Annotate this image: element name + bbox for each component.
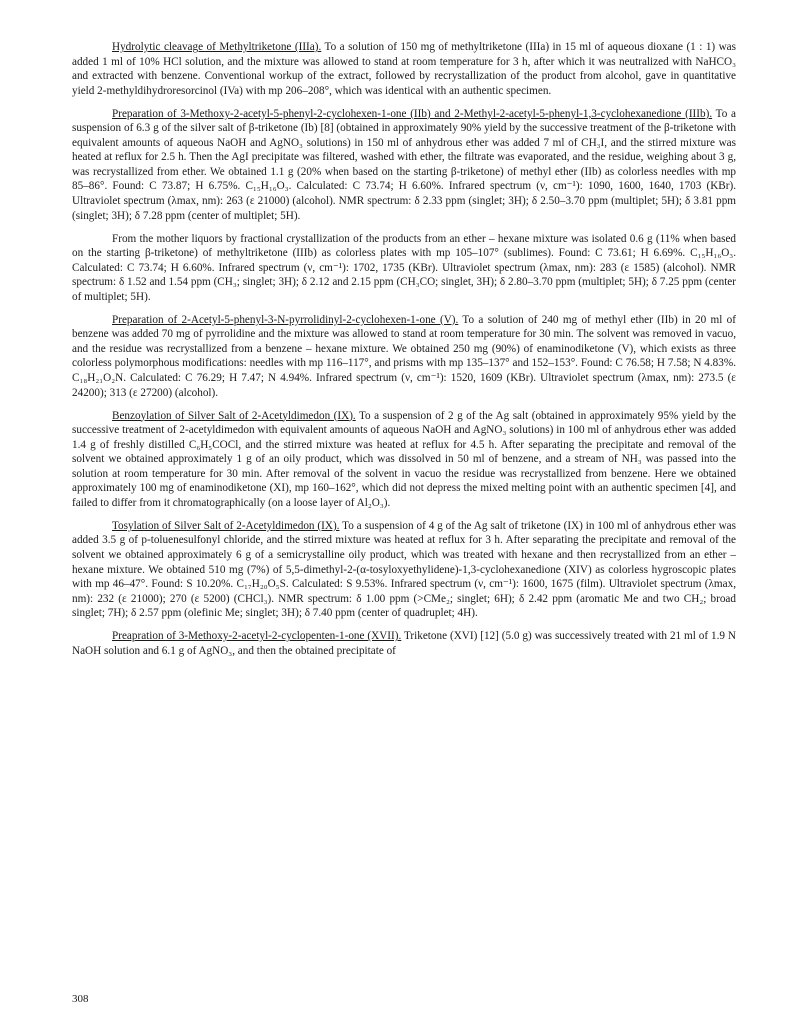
paragraph-mother-liquors xyxy=(72,232,736,305)
paragraph-text: To a suspension of 6.3 g of the silver salt of β-triketone (Ib) [8] (obtained in approximately 90% yield by the successive treatment of the β-triketone with equivalent amounts of aqueous NaOH and AgNO₃ solutions) in 150 ml of anhydrous ether was added 7 ml of CH₃I, and the stirred mixture was heated at reflux for 2.5 h. Then the AgI precipitate was filtered, washed with ether, the filtrate was evaporated, and the residue, weighing about 3 g, was recrystallized from ether. We obtained 1.1 g (20% when based on the starting β-triketone) of methyl ether (IIb) as colorless needles with mp 85–86°. Found: C 73.87; H 6.75%. C₁₅H₁₆O₃. Calculated: C 73.74; H 6.60%. Infrared spectrum (ν, cm⁻¹): 1090, 1600, 1640, 1703 (KBr). Ultraviolet spectrum (λmax, nm): 263 (ε 21000) (alcohol). NMR spectrum: δ 2.33 ppm (singlet; 3H); δ 2.50–3.70 ppm (multiplet; 5H); δ 3.81 ppm (singlet; 3H); δ 7.28 ppm (center of multiplet; 5H). xyxy=(72,107,736,222)
paragraph-tosylation xyxy=(72,519,736,621)
paragraph-text: Triketone (XVI) [12] (5.0 g) was successively treated with 21 ml of 1.9 N NaOH solution and 6.1 g of AgNO₃, and then the obtained precipitate of xyxy=(72,630,736,657)
section-heading: Preparation of 3-Methoxy-2-acetyl-5-phenyl-2-cyclohexen-1-one (IIb) and 2-Methyl-2-acetyl-5-phenyl-1,3-cyclohexanedione (IIIb). xyxy=(112,107,713,120)
paragraph-text: To a solution of 150 mg of methyltriketone (IIIa) in 15 ml of aqueous dioxane (1 : 1) was added 1 ml of 10% HCl solution, and the mixture was allowed to stand at room temperature for 3 h, after which it was neutralized with NaHCO₃ and extracted with benzene. Conventional workup of the extract, followed by recrystallization of the product from alcohol, gave in quantitative yield 2-methyldihydroresorcinol (IVa) with mp 206–208°, which was identical with an authentic specimen. xyxy=(72,41,737,97)
paragraph-hydrolytic-cleavage xyxy=(72,40,736,98)
section-heading: Hydrolytic cleavage of Methyltriketone (IIIa). xyxy=(112,41,322,53)
paragraph-preparation-iib-iiib xyxy=(72,107,736,223)
section-heading: Preparation of 2-Acetyl-5-phenyl-3-N-pyrrolidinyl-2-cyclohexen-1-one (V). xyxy=(112,313,459,326)
section-heading: Tosylation of Silver Salt of 2-Acetyldimedon (IX). xyxy=(112,519,340,532)
paragraph-benzoylation xyxy=(72,409,736,511)
paragraph-preparation-v xyxy=(72,313,736,400)
page-number: 308 xyxy=(72,993,89,1005)
section-heading: Benzoylation of Silver Salt of 2-Acetyldimedon (IX). xyxy=(112,409,356,422)
paragraph-text: To a suspension of 4 g of the Ag salt of triketone (IX) in 100 ml of anhydrous ether was added 3.5 g of p-toluenesulfonyl chloride, and the stirred mixture was heated at reflux for 3 h. After separating the precipitate and removal of the solvent we obtained approximately 6 g of a semicrystalline oily product, which was treated with hexane and then recrystallized from an ether – hexane mixture. We obtained 510 mg (7%) of 5,5-dimethyl-2-(α-tosyloxyethylidene)-1,3-cyclohexanedione (XIV) as colorless hygroscopic plates with mp 46–47°. Found: S 10.20%. C₁₇H₂₀O₅S. Calculated: S 9.53%. Infrared spectrum (ν, cm⁻¹): 1600, 1675 (film). Ultraviolet spectrum (λmax, nm): 232 (ε 21000); 270 (ε 5200) (CHCl₃). NMR spectrum: δ 1.00 ppm (>CMe₂; singlet; 6H); δ 2.42 ppm (aromatic Me and two CH₂; broad singlet; 7H); δ 2.57 ppm (olefinic Me; singlet; 3H); δ 7.40 ppm (center of quadruplet; 4H). xyxy=(72,519,736,620)
paragraph-preparation-xvii xyxy=(72,629,736,658)
paragraph-text: To a suspension of 2 g of the Ag salt (obtained in approximately 95% yield by the successive treatment of 2-acetyldimedon with equivalent amounts of aqueous NaOH and AgNO₃ solutions) in 100 ml of anhydrous ether was added 1.4 g of freshly distilled C₆H₅COCl, and the stirred mixture was heated at reflux for 4.5 h. After separating the precipitate and removal of the solvent we obtained approximately 1 g of an oily product, which was dissolved in 50 ml of benzene, and a stream of NH₃ was passed into the solution at room temperature for 30 min. After removal of the solvent in vacuo the residue was recrystallized from benzene. Here we obtained approximately 100 mg of enaminodiketone (XI), mp 160–162°, which did not depress the mixed melting point with an authentic specimen [4], and failed to differ from it chromatographically (on a loose layer of Al₂O₃). xyxy=(72,409,736,509)
document-body xyxy=(72,40,736,667)
section-heading: Preapration of 3-Methoxy-2-acetyl-2-cyclopenten-1-one (XVII). xyxy=(112,630,402,643)
paragraph-text: To a solution of 240 mg of methyl ether (IIb) in 20 ml of benzene was added 70 mg of pyrrolidine and the mixture was allowed to stand at room temperature for 30 min. The solvent was removed in vacuo, and the residue was recrystallized from a benzene – hexane mixture. We obtained 250 mg (90%) of enaminodiketone (V), which exists as three colorless polymorphous modifications: needles with mp 116–117°, and prisms with mp 135–137° and 152–153°. Found: C 76.58; H 7.58; N 4.83%. C₁₈H₂₁O₂N. Calculated: C 76.29; H 7.47; N 4.94%. Infrared spectrum (ν, cm⁻¹): 1520, 1609 (KBr). Ultraviolet spectrum (λmax, nm): 273.5 (ε 24200); 313 (ε 27200) (alcohol). xyxy=(72,313,737,399)
paragraph-text: From the mother liquors by fractional crystallization of the products from an ether – hexane mixture was isolated 0.6 g (11% when based on the starting β-triketone) of methyltriketone (IIIb) as colorless plates with mp 105–107° (sublimes). Found: C 73.61; H 6.69%. C₁₅H₁₆O₃. Calculated: C 73.74; H 6.60%. Infrared spectrum (ν, cm⁻¹): 1702, 1735 (KBr). Ultraviolet spectrum (λmax, nm): 283 (ε 1585) (alcohol). NMR spectrum: δ 1.52 and 1.54 ppm (CH₃; singlet; 3H); δ 2.12 and 2.15 ppm (CH₃CO; singlet, 3H); δ 2.80–3.70 ppm (multiplet; 5H); δ 7.25 ppm (center of multiplet; 5H). xyxy=(72,232,736,303)
